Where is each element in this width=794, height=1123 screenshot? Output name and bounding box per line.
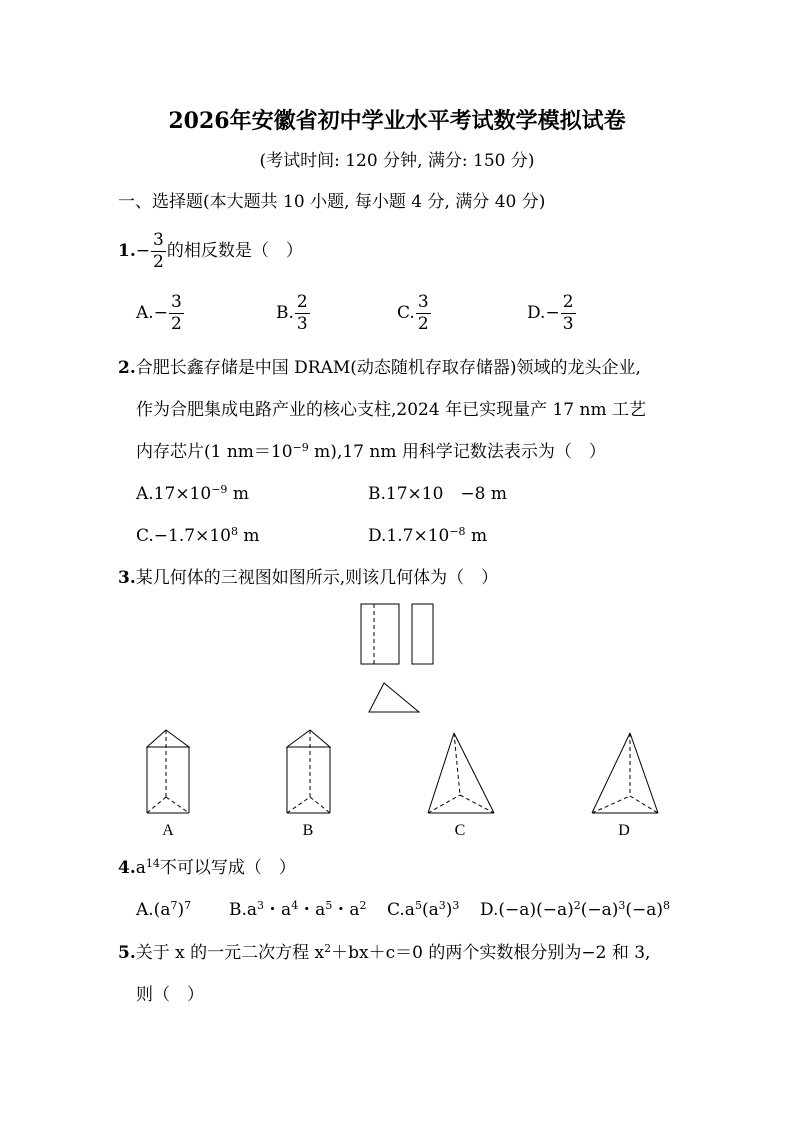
question-5: [118, 941, 650, 965]
option-label: A.: [136, 303, 154, 323]
solid-c-pyramid: [428, 733, 494, 813]
exponent: 3: [618, 899, 626, 912]
option-sign: −: [545, 303, 560, 323]
text-segment: B.a: [229, 900, 258, 920]
question-text: 合肥长鑫存储是中国 DRAM(动态随机存取存储器)领域的龙头企业,: [135, 358, 641, 378]
text-segment: ・a: [264, 900, 292, 920]
question-text: 的相反数是（ ）: [166, 241, 303, 261]
question-5-line-2: 则（ ）: [136, 985, 204, 1005]
fraction-numerator: 3: [417, 292, 429, 312]
exam-title: 2026年安徽省初中学业水平考试数学模拟试卷: [168, 108, 626, 134]
text-segment: (a: [421, 900, 439, 920]
text-segment: 关于 x 的一元二次方程 x: [135, 943, 325, 963]
fraction-denominator: 2: [417, 314, 429, 334]
option-label: B.: [276, 303, 294, 323]
minus-sign: −: [135, 241, 150, 261]
exponent: 5: [414, 899, 422, 912]
text-segment: ): [177, 900, 185, 920]
question-number: 3.: [118, 568, 136, 588]
fraction-denominator: 3: [562, 314, 574, 334]
exponent: 2: [324, 942, 332, 955]
solid-a-prism: [147, 730, 189, 813]
solid-b-prism: [287, 730, 330, 813]
figure-label-a: A: [162, 822, 174, 839]
fraction-denominator: 2: [153, 252, 164, 272]
option-c: [387, 898, 459, 922]
unit: m: [465, 526, 488, 546]
fraction-numerator: 2: [296, 292, 308, 312]
exponent: 3: [438, 899, 446, 912]
question-number: 1.: [118, 241, 136, 261]
figure-label-d: D: [618, 822, 630, 839]
figure-label-b: B: [302, 822, 314, 839]
exam-subtitle: (考试时间: 120 分钟, 满分: 150 分): [259, 151, 535, 171]
fraction-denominator: 2: [170, 314, 182, 334]
text-segment: m),17 nm 用科学记数法表示为（ ）: [308, 442, 606, 462]
text-segment: ・a: [298, 900, 326, 920]
unit: m: [227, 484, 249, 504]
question-number: 4.: [118, 858, 136, 878]
text-segment: (−a): [625, 900, 664, 920]
solid-d-pyramid: [592, 733, 658, 813]
fraction-numerator: 3: [153, 230, 164, 250]
exponent: 8: [663, 899, 671, 912]
option-b: B.17×10 −8 m: [368, 484, 507, 504]
question-4: [118, 856, 296, 880]
text-segment: ・a: [332, 900, 360, 920]
base: a: [135, 858, 146, 878]
text-segment: (−a): [580, 900, 619, 920]
option-d: [480, 898, 670, 922]
exponent: 3: [257, 899, 265, 912]
option-b: [229, 898, 366, 922]
text-segment: C.a: [387, 900, 415, 920]
figure-label-c: C: [454, 822, 466, 839]
section-heading: 一、选择题(本大题共 10 小题, 每小题 4 分, 满分 40 分): [118, 192, 546, 212]
exponent: 2: [359, 899, 367, 912]
option-label: C.: [397, 303, 415, 323]
unit: m: [237, 526, 260, 546]
question-text: 不可以写成（ ）: [159, 858, 296, 878]
question-number: 2.: [118, 358, 136, 378]
option-text: A.17×10: [136, 484, 212, 504]
option-text: D.1.7×10: [368, 526, 450, 546]
question-2-line-2: 作为合肥集成电路产业的核心支柱,2024 年已实现量产 17 nm 工艺: [136, 400, 646, 420]
exponent: 2: [573, 899, 581, 912]
option-sign: −: [153, 303, 168, 323]
exponent: 7: [184, 899, 192, 912]
exponent: 8: [230, 525, 238, 538]
question-text: 某几何体的三视图如图所示,则该几何体为（ ）: [135, 568, 499, 588]
text-segment: A.(a: [136, 900, 171, 920]
option-text: C.−1.7×10: [136, 526, 231, 546]
exponent: −8: [449, 525, 466, 538]
text-segment: D.(−a)(−a): [480, 900, 574, 920]
exponent: 4: [291, 899, 299, 912]
exponent: 7: [170, 899, 178, 912]
fraction-numerator: 3: [170, 292, 182, 312]
exponent: 5: [325, 899, 333, 912]
exponent: −9: [211, 483, 228, 496]
text-segment: 内存芯片(1 nm＝10: [136, 442, 293, 462]
option-a: [136, 898, 191, 922]
exponent: −9: [292, 441, 309, 454]
fraction-numerator: 2: [562, 292, 574, 312]
option-label: D.: [527, 303, 546, 323]
text-segment: ): [445, 900, 453, 920]
text-segment: ＋bx＋c＝0 的两个实数根分别为−2 和 3,: [331, 943, 651, 963]
question-number: 5.: [118, 943, 136, 963]
exponent: 3: [452, 899, 460, 912]
fraction-denominator: 3: [296, 314, 308, 334]
exponent: 14: [145, 857, 160, 870]
